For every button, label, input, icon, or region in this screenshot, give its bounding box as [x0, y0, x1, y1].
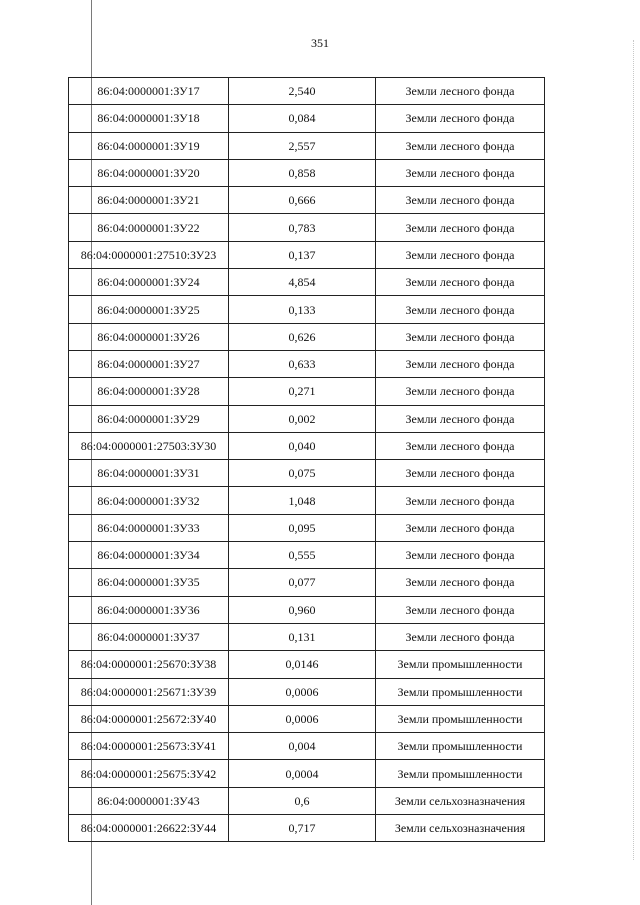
- land-category-cell: Земли промышленности: [376, 705, 545, 732]
- area-cell: 0,783: [229, 214, 376, 241]
- area-cell: 0,131: [229, 623, 376, 650]
- land-category-cell: Земли промышленности: [376, 733, 545, 760]
- table-row: [69, 405, 545, 432]
- land-category-cell: Земли лесного фонда: [376, 241, 545, 268]
- cadastral-number-cell: 86:04:0000001:27503:ЗУ30: [69, 432, 229, 459]
- land-category-cell: Земли промышленности: [376, 651, 545, 678]
- cadastral-number-cell: 86:04:0000001:ЗУ33: [69, 514, 229, 541]
- table-row: [69, 733, 545, 760]
- land-category-cell: Земли лесного фонда: [376, 623, 545, 650]
- cadastral-number-cell: 86:04:0000001:25671:ЗУ39: [69, 678, 229, 705]
- land-category-cell: Земли лесного фонда: [376, 269, 545, 296]
- area-cell: 0,555: [229, 542, 376, 569]
- page-number: 351: [311, 36, 329, 50]
- table-row: [69, 542, 545, 569]
- table-row: [69, 623, 545, 650]
- cadastral-number-cell: 86:04:0000001:ЗУ25: [69, 296, 229, 323]
- land-category-cell: Земли лесного фонда: [376, 405, 545, 432]
- table-row: [69, 132, 545, 159]
- table-row: [69, 214, 545, 241]
- area-cell: 0,077: [229, 569, 376, 596]
- area-cell: 2,557: [229, 132, 376, 159]
- land-category-cell: Земли лесного фонда: [376, 542, 545, 569]
- area-cell: 0,0006: [229, 705, 376, 732]
- table-row: [69, 269, 545, 296]
- land-category-cell: Земли лесного фонда: [376, 487, 545, 514]
- land-category-cell: Земли лесного фонда: [376, 350, 545, 377]
- area-cell: 0,633: [229, 350, 376, 377]
- area-cell: 0,095: [229, 514, 376, 541]
- cadastral-number-cell: 86:04:0000001:ЗУ27: [69, 350, 229, 377]
- cadastral-number-cell: 86:04:0000001:ЗУ28: [69, 378, 229, 405]
- table-row: [69, 651, 545, 678]
- area-cell: 4,854: [229, 269, 376, 296]
- cadastral-number-cell: 86:04:0000001:ЗУ36: [69, 596, 229, 623]
- land-category-cell: Земли лесного фонда: [376, 569, 545, 596]
- cadastral-number-cell: 86:04:0000001:ЗУ35: [69, 569, 229, 596]
- land-category-cell: Земли сельхозназначения: [376, 787, 545, 814]
- cadastral-number-cell: 86:04:0000001:27510:ЗУ23: [69, 241, 229, 268]
- land-category-cell: Земли лесного фонда: [376, 378, 545, 405]
- area-cell: 0,666: [229, 187, 376, 214]
- land-category-cell: Земли лесного фонда: [376, 432, 545, 459]
- cadastral-number-cell: 86:04:0000001:ЗУ29: [69, 405, 229, 432]
- table-row: [69, 514, 545, 541]
- area-cell: 2,540: [229, 78, 376, 105]
- table-row: [69, 105, 545, 132]
- cadastral-number-cell: 86:04:0000001:25673:ЗУ41: [69, 733, 229, 760]
- area-cell: 0,137: [229, 241, 376, 268]
- cadastral-number-cell: 86:04:0000001:ЗУ34: [69, 542, 229, 569]
- cadastral-number-cell: 86:04:0000001:ЗУ19: [69, 132, 229, 159]
- area-cell: 0,271: [229, 378, 376, 405]
- table-row: [69, 350, 545, 377]
- area-cell: 0,0006: [229, 678, 376, 705]
- scan-edge: [632, 40, 634, 860]
- land-category-cell: Земли лесного фонда: [376, 323, 545, 350]
- land-category-cell: Земли лесного фонда: [376, 159, 545, 186]
- area-cell: 0,6: [229, 787, 376, 814]
- table-row: [69, 187, 545, 214]
- land-category-cell: Земли лесного фонда: [376, 214, 545, 241]
- area-cell: 0,717: [229, 815, 376, 842]
- cadastral-number-cell: 86:04:0000001:ЗУ18: [69, 105, 229, 132]
- land-category-cell: Земли лесного фонда: [376, 296, 545, 323]
- area-cell: 0,084: [229, 105, 376, 132]
- area-cell: 0,075: [229, 460, 376, 487]
- table-row: [69, 596, 545, 623]
- cadastral-number-cell: 86:04:0000001:ЗУ43: [69, 787, 229, 814]
- table-row: [69, 78, 545, 105]
- table-row: [69, 705, 545, 732]
- land-category-cell: Земли лесного фонда: [376, 132, 545, 159]
- table-row: [69, 678, 545, 705]
- area-cell: 0,0004: [229, 760, 376, 787]
- area-cell: 0,626: [229, 323, 376, 350]
- table-row: [69, 787, 545, 814]
- area-cell: 0,004: [229, 733, 376, 760]
- land-category-cell: Земли лесного фонда: [376, 596, 545, 623]
- table-body: [69, 78, 545, 842]
- cadastral-number-cell: 86:04:0000001:ЗУ32: [69, 487, 229, 514]
- table-row: [69, 323, 545, 350]
- table-row: [69, 378, 545, 405]
- cadastral-number-cell: 86:04:0000001:ЗУ26: [69, 323, 229, 350]
- cadastral-number-cell: 86:04:0000001:ЗУ22: [69, 214, 229, 241]
- area-cell: 0,858: [229, 159, 376, 186]
- land-category-cell: Земли сельхозназначения: [376, 815, 545, 842]
- land-category-cell: Земли промышленности: [376, 760, 545, 787]
- land-category-cell: Земли лесного фонда: [376, 105, 545, 132]
- land-category-cell: Земли лесного фонда: [376, 460, 545, 487]
- table-row: [69, 569, 545, 596]
- table-row: [69, 241, 545, 268]
- cadastral-number-cell: 86:04:0000001:ЗУ24: [69, 269, 229, 296]
- table-row: [69, 432, 545, 459]
- cadastral-number-cell: 86:04:0000001:25672:ЗУ40: [69, 705, 229, 732]
- table-row: [69, 760, 545, 787]
- table-row: [69, 487, 545, 514]
- cadastral-number-cell: 86:04:0000001:25675:ЗУ42: [69, 760, 229, 787]
- land-category-cell: Земли промышленности: [376, 678, 545, 705]
- cadastral-number-cell: 86:04:0000001:ЗУ37: [69, 623, 229, 650]
- land-plots-table: [68, 77, 545, 842]
- table-row: [69, 159, 545, 186]
- cadastral-number-cell: 86:04:0000001:26622:ЗУ44: [69, 815, 229, 842]
- area-cell: 1,048: [229, 487, 376, 514]
- area-cell: 0,0146: [229, 651, 376, 678]
- area-cell: 0,040: [229, 432, 376, 459]
- cadastral-number-cell: 86:04:0000001:25670:ЗУ38: [69, 651, 229, 678]
- cadastral-number-cell: 86:04:0000001:ЗУ31: [69, 460, 229, 487]
- land-category-cell: Земли лесного фонда: [376, 514, 545, 541]
- table-row: [69, 296, 545, 323]
- table-row: [69, 460, 545, 487]
- land-category-cell: Земли лесного фонда: [376, 187, 545, 214]
- table-row: [69, 815, 545, 842]
- area-cell: 0,002: [229, 405, 376, 432]
- cadastral-number-cell: 86:04:0000001:ЗУ17: [69, 78, 229, 105]
- area-cell: 0,960: [229, 596, 376, 623]
- cadastral-number-cell: 86:04:0000001:ЗУ21: [69, 187, 229, 214]
- area-cell: 0,133: [229, 296, 376, 323]
- land-category-cell: Земли лесного фонда: [376, 78, 545, 105]
- cadastral-number-cell: 86:04:0000001:ЗУ20: [69, 159, 229, 186]
